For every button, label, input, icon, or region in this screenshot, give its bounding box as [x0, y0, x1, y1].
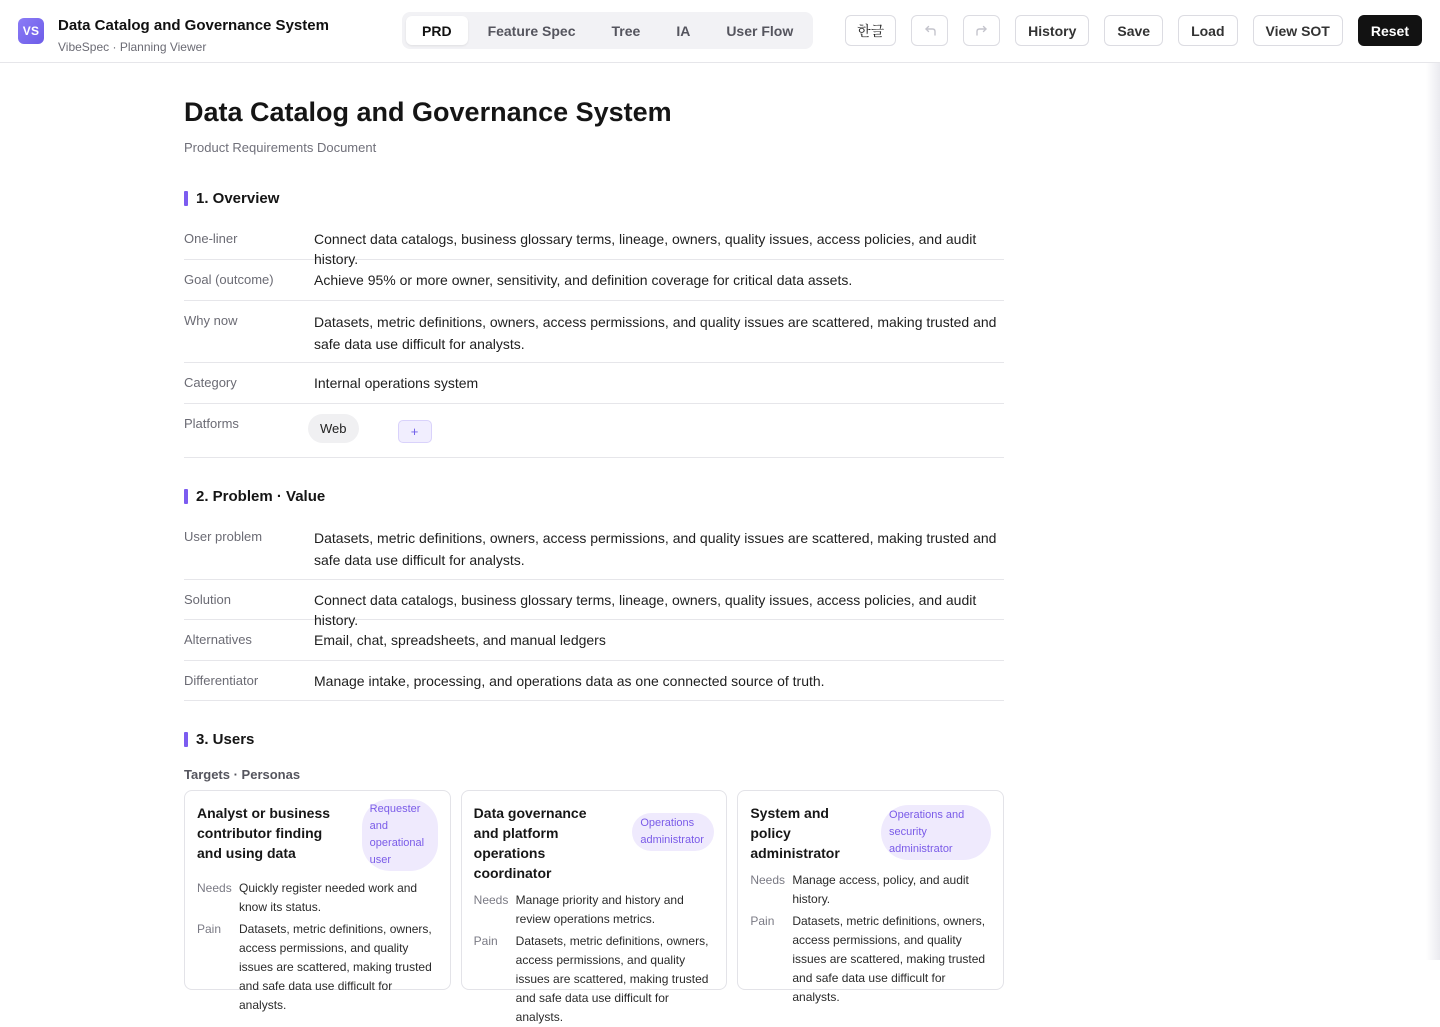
section-problem-heading	[184, 486, 1004, 506]
section-accent-bar	[184, 191, 188, 206]
persona-card-header	[197, 803, 438, 871]
row-label: User problem	[184, 529, 263, 544]
row-label: Goal (outcome)	[184, 272, 274, 287]
view-tabs	[402, 12, 813, 49]
tab-user-flow[interactable]: User Flow	[726, 22, 794, 39]
tab-prd[interactable]: PRD	[406, 16, 468, 45]
problem-row-solution	[184, 580, 1004, 628]
tab-tree[interactable]: Tree	[611, 22, 641, 39]
pain-label: Pain	[473, 934, 498, 948]
overview-row-why-now	[184, 301, 1004, 363]
header-actions	[830, 15, 1422, 46]
row-value[interactable]: Achieve 95% or more owner, sensitivity, and definition coverage for critical data assets.	[314, 272, 853, 288]
row-value[interactable]: Email, chat, spreadsheets, and manual ledgers	[314, 632, 606, 648]
app-subtitle: VibeSpec · Planning Viewer	[58, 40, 207, 54]
overview-row-platforms	[184, 404, 1004, 458]
section-accent-bar	[184, 489, 188, 504]
reset-button[interactable]: Reset	[1358, 15, 1422, 46]
section-accent-bar	[184, 732, 188, 747]
tab-ia[interactable]: IA	[676, 22, 691, 39]
row-value[interactable]: Connect data catalogs, business glossary terms, lineage, owners, quality issues, access policies, and audit history.	[314, 231, 977, 267]
persona-role-badge: Operations and security administrator	[881, 805, 991, 860]
persona-role-badge: Operations administrator	[632, 813, 714, 851]
row-label: Solution	[184, 592, 231, 607]
persona-name: Analyst or business contributor finding and using data	[197, 805, 331, 861]
persona-name: System and policy administrator	[750, 805, 840, 861]
personas-subheading: Targets · Personas	[184, 767, 301, 782]
persona-card[interactable]	[737, 790, 1004, 1004]
add-platform-button[interactable]: +	[398, 420, 432, 443]
needs-value: Manage access, policy, and audit history.	[792, 873, 969, 906]
undo-button[interactable]	[911, 15, 948, 46]
section-users-heading	[184, 729, 1004, 749]
persona-pain	[750, 912, 991, 1007]
pain-label: Pain	[750, 914, 775, 928]
persona-pain	[197, 920, 438, 1015]
brand-text	[58, 17, 329, 55]
section-title: 1. Overview	[196, 189, 280, 207]
persona-card[interactable]	[461, 790, 728, 1024]
row-label: Category	[184, 375, 237, 390]
prd-document	[184, 96, 1004, 1024]
row-value[interactable]: Manage intake, processing, and operations data as one connected source of truth.	[314, 673, 825, 689]
save-button[interactable]: Save	[1104, 15, 1163, 46]
brand	[18, 17, 329, 55]
pain-value: Datasets, metric definitions, owners, access permissions, and quality issues are scattered, making trusted and safe data use difficult for analysts.	[239, 922, 432, 1012]
document-title: Data Catalog and Governance System	[184, 97, 672, 127]
persona-cards	[184, 790, 1004, 1024]
pain-value: Datasets, metric definitions, owners, access permissions, and quality issues are scattered, making trusted and safe data use difficult for analysts.	[792, 914, 986, 1004]
redo-button[interactable]	[963, 15, 1000, 46]
needs-label: Needs	[750, 873, 786, 887]
overview-row-goal	[184, 260, 1004, 301]
needs-value: Quickly register needed work and know its status.	[239, 881, 418, 914]
problem-row-differentiator	[184, 661, 1004, 701]
load-button[interactable]: Load	[1178, 15, 1237, 46]
persona-card[interactable]	[184, 790, 451, 1012]
section-title: 2. Problem · Value	[196, 487, 326, 505]
overview-row-category	[184, 363, 1004, 404]
needs-value: Manage priority and history and review operations metrics.	[515, 893, 684, 926]
right-edge-shadow	[1426, 63, 1440, 960]
row-label: One-liner	[184, 231, 238, 246]
problem-row-alternatives	[184, 620, 1004, 661]
language-toggle-button[interactable]: 한글	[845, 15, 896, 46]
row-label: Platforms	[184, 416, 239, 431]
problem-row-user-problem	[184, 517, 1004, 580]
history-button[interactable]: History	[1015, 15, 1089, 46]
persona-card-header	[474, 803, 715, 883]
overview-table	[184, 219, 1004, 458]
section-overview-heading	[184, 188, 1004, 208]
persona-needs	[750, 871, 991, 909]
row-label: Alternatives	[184, 632, 252, 647]
app-title: Data Catalog and Governance System	[58, 17, 329, 34]
overview-row-one-liner	[184, 219, 1004, 267]
platform-chip-web[interactable]: Web	[308, 414, 359, 443]
persona-card-header	[750, 803, 991, 863]
persona-name: Data governance and platform operations coordinator	[473, 805, 587, 881]
persona-needs	[197, 879, 438, 917]
needs-label: Needs	[197, 881, 232, 895]
tab-feature-spec[interactable]: Feature Spec	[487, 22, 576, 39]
redo-icon	[975, 25, 989, 37]
row-value[interactable]: Connect data catalogs, business glossary terms, lineage, owners, quality issues, access policies, and audit history.	[314, 592, 977, 628]
app-logo[interactable]: VS	[18, 18, 44, 44]
persona-role-badge: Requester and operational user	[362, 799, 438, 871]
row-label: Differentiator	[184, 673, 259, 688]
row-value[interactable]: Datasets, metric definitions, owners, access permissions, and quality issues are scattered, making trusted and safe data use difficult for analysts.	[314, 314, 997, 352]
document-subtitle: Product Requirements Document	[184, 140, 377, 155]
persona-pain	[474, 932, 715, 1027]
top-bar	[0, 0, 1440, 63]
pain-label: Pain	[197, 922, 222, 936]
problem-table	[184, 517, 1004, 701]
pain-value: Datasets, metric definitions, owners, access permissions, and quality issues are scattered, making trusted and safe data use difficult for analysts.	[515, 934, 709, 1024]
undo-icon	[923, 25, 937, 37]
platform-chips	[314, 414, 1004, 457]
row-value[interactable]: Datasets, metric definitions, owners, access permissions, and quality issues are scattered, making trusted and safe data use difficult for analysts.	[314, 530, 997, 568]
persona-needs	[474, 891, 715, 929]
view-sot-button[interactable]: View SOT	[1253, 15, 1343, 46]
row-label: Why now	[184, 313, 238, 328]
needs-label: Needs	[473, 893, 509, 907]
row-value[interactable]: Internal operations system	[314, 375, 479, 391]
section-title: 3. Users	[196, 730, 255, 748]
